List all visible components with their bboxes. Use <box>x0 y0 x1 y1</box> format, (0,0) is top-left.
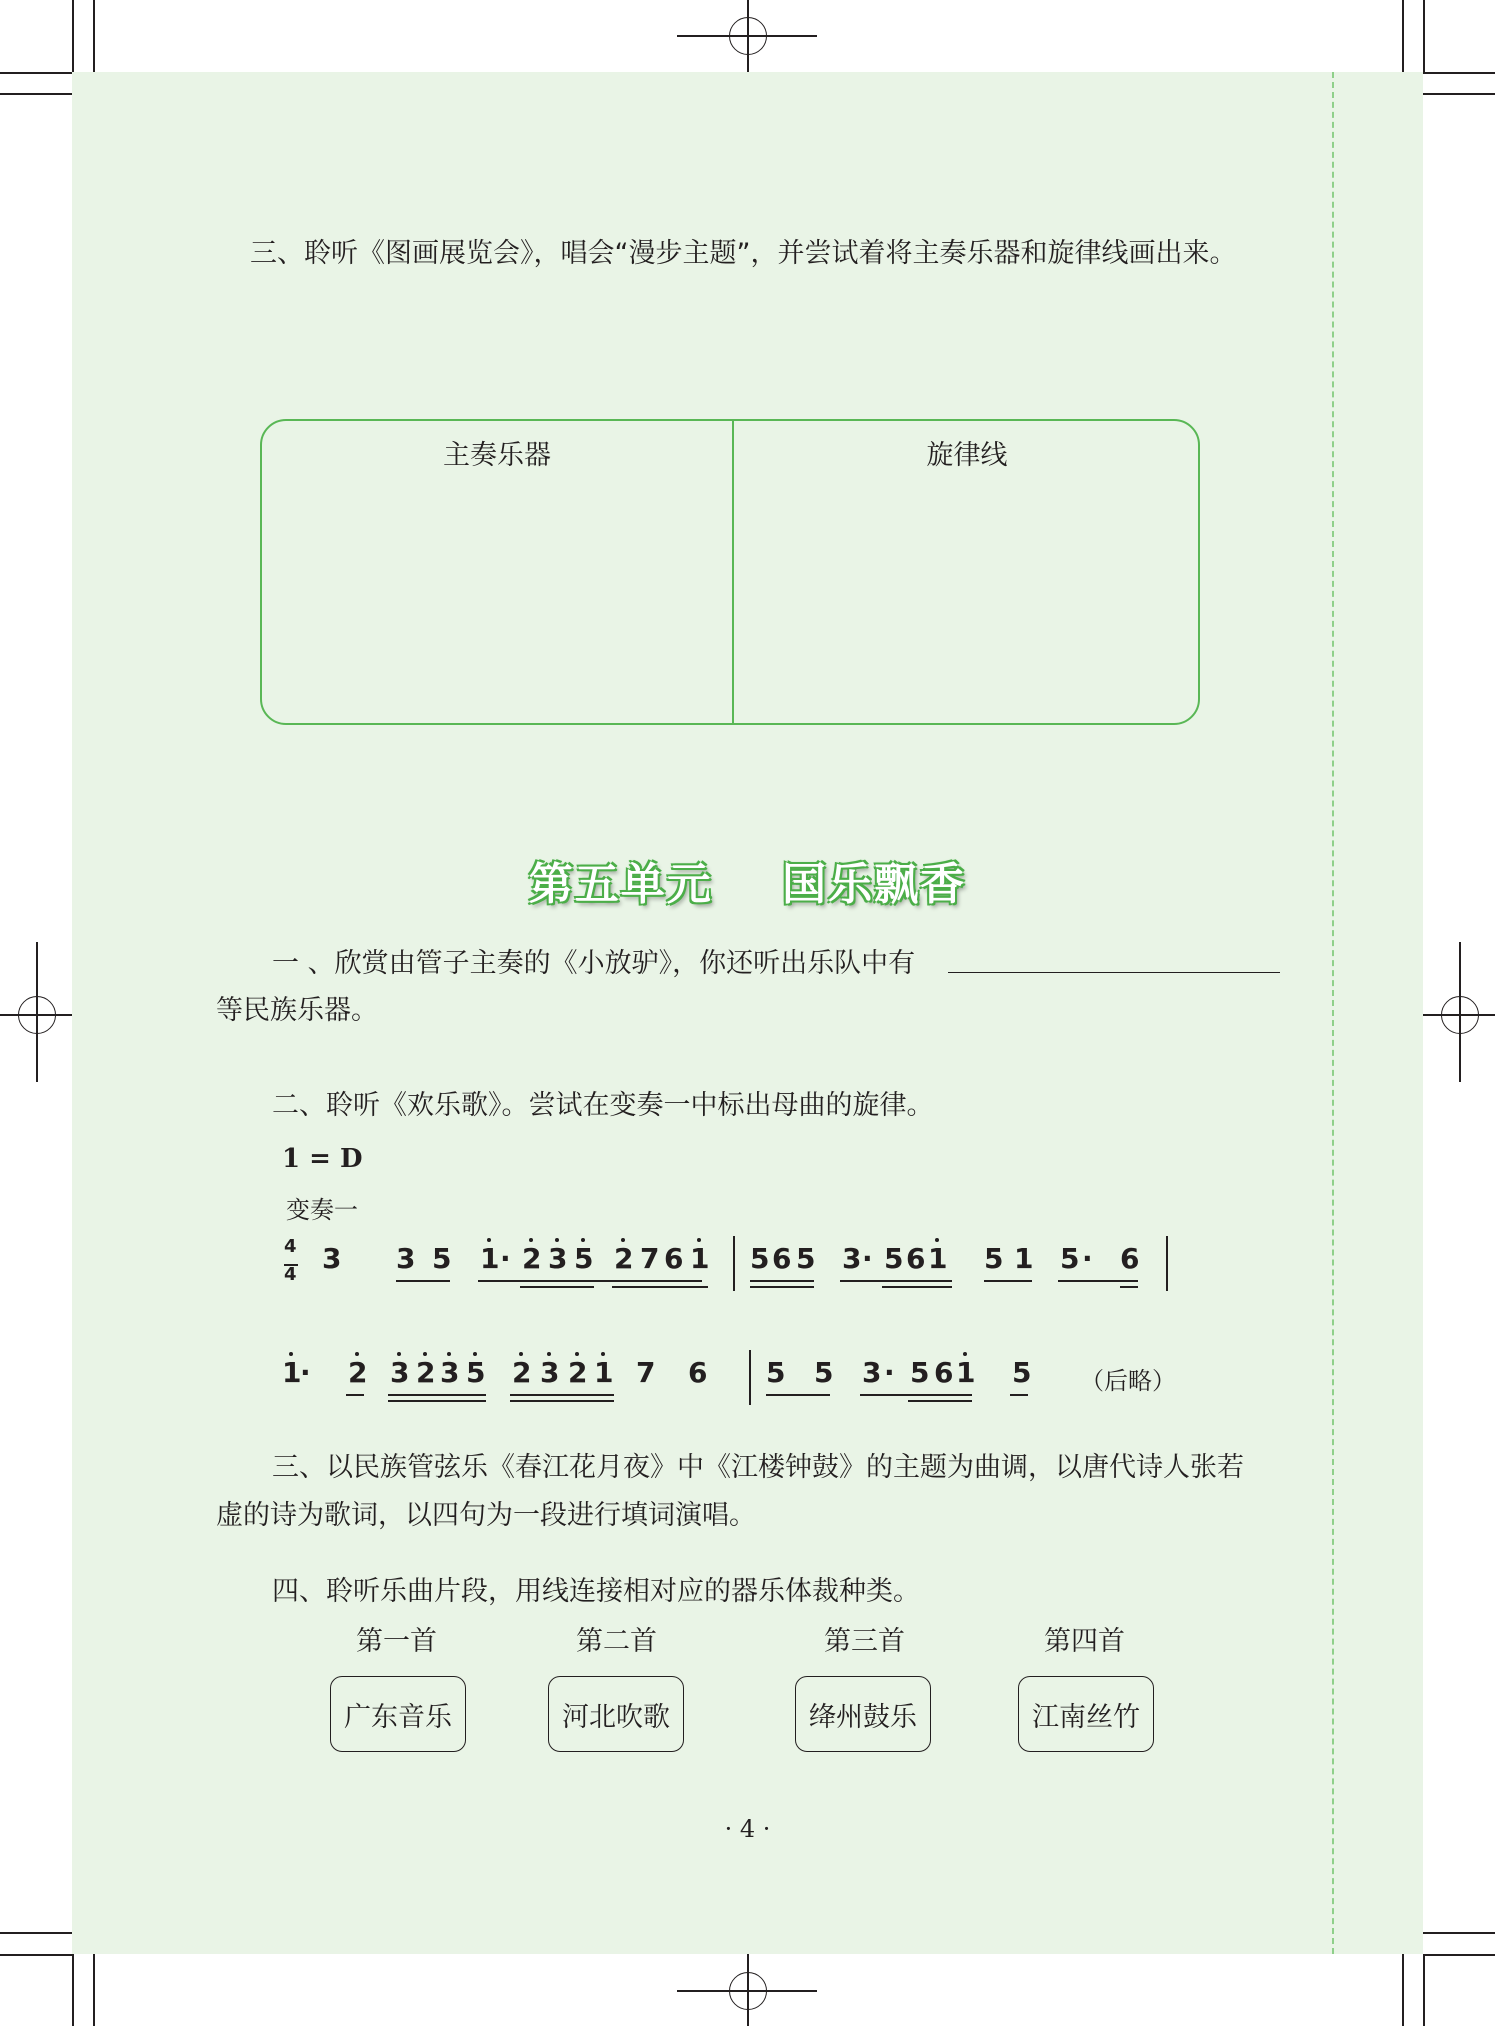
time-signature-top: 4 <box>284 1236 297 1257</box>
score-note: 1 <box>480 1242 500 1275</box>
time-signature-bottom: 4 <box>284 1264 297 1285</box>
unit-title: 第五单元 国乐飘香 <box>528 859 967 910</box>
crop-mark <box>93 1954 95 2026</box>
score-note: 5 <box>466 1356 486 1389</box>
score-note: 5 <box>750 1242 770 1275</box>
score-note: 3 <box>440 1356 460 1389</box>
crop-mark <box>72 0 74 72</box>
score-note: 5 <box>432 1242 452 1275</box>
high-octave-dot <box>601 1352 605 1356</box>
score-note: 1 <box>1014 1242 1034 1275</box>
score-note: 1 <box>690 1242 710 1275</box>
question-2-text: 二、聆听《欢乐歌》。尝试在变奏一中标出母曲的旋律。 <box>272 1090 934 1121</box>
score-note: 5 <box>1012 1356 1032 1389</box>
score-note: 3 <box>540 1356 560 1389</box>
crop-mark <box>0 72 72 74</box>
high-octave-dot <box>547 1352 551 1356</box>
beam-underline <box>750 1280 814 1282</box>
beam-underline <box>396 1280 450 1282</box>
drawing-table <box>260 419 1200 725</box>
score-note: · <box>884 1356 895 1389</box>
crop-mark <box>1423 72 1495 74</box>
score-note: 6 <box>772 1242 792 1275</box>
question-3-line-1: 三、以民族管弦乐《春江花月夜》中《江楼钟鼓》的主题为曲调，以唐代诗人张若 <box>272 1452 1244 1483</box>
table-header-melody: 旋律线 <box>926 440 1008 471</box>
piece-label-4: 第四首 <box>1044 1626 1125 1657</box>
score-note: 3 <box>390 1356 410 1389</box>
high-octave-dot <box>397 1352 401 1356</box>
high-octave-dot <box>963 1352 967 1356</box>
score-note: 1 <box>594 1356 614 1389</box>
high-octave-dot <box>447 1352 451 1356</box>
question-4-text: 四、聆听乐曲片段，用线连接相对应的器乐体裁种类。 <box>272 1576 920 1607</box>
high-octave-dot <box>697 1238 701 1242</box>
score-note: 5 <box>884 1242 904 1275</box>
score-note: 7 <box>636 1356 656 1389</box>
key-signature: 1 = D <box>282 1144 363 1174</box>
answer-blank-line <box>948 972 1280 973</box>
score-note: 2 <box>568 1356 588 1389</box>
score-note: 2 <box>512 1356 532 1389</box>
score-note: 6 <box>1120 1242 1140 1275</box>
beam-underline <box>388 1394 486 1396</box>
high-octave-dot <box>575 1352 579 1356</box>
registration-cross <box>1459 942 1461 1082</box>
variation-label: 变奏一 <box>286 1196 358 1224</box>
score-note: 3 <box>548 1242 568 1275</box>
beam-underline <box>346 1394 364 1396</box>
fold-dashed-line <box>1332 72 1334 1954</box>
question-1-line-2: 等民族乐器。 <box>216 995 378 1026</box>
score-note: 2 <box>614 1242 634 1275</box>
omitted-note: （后略） <box>1080 1367 1176 1395</box>
crop-mark <box>0 1932 72 1934</box>
score-note: 5 <box>984 1242 1004 1275</box>
high-octave-dot <box>621 1238 625 1242</box>
beam-underline <box>908 1400 972 1402</box>
crop-mark <box>1423 93 1495 95</box>
page-number: · 4 · <box>724 1815 771 1843</box>
score-note: 5 <box>766 1356 786 1389</box>
score-note: 6 <box>906 1242 926 1275</box>
barline <box>749 1350 751 1405</box>
beam-underline <box>1010 1394 1028 1396</box>
crop-mark <box>1423 1932 1495 1934</box>
high-octave-dot <box>473 1352 477 1356</box>
beam-underline <box>388 1400 486 1402</box>
score-note: · <box>862 1242 873 1275</box>
barline <box>1166 1236 1168 1291</box>
genre-box-jiangzhou[interactable]: 绛州鼓乐 <box>795 1676 931 1752</box>
crop-mark <box>72 1954 74 2026</box>
table-header-instrument: 主奏乐器 <box>443 440 551 471</box>
score-note: 3 <box>396 1242 416 1275</box>
score-note: 3 <box>862 1356 882 1389</box>
crop-mark <box>93 0 95 72</box>
score-note: 5 <box>796 1242 816 1275</box>
score-note: 1 <box>282 1356 302 1389</box>
beam-underline <box>1058 1280 1138 1282</box>
genre-box-hebei[interactable]: 河北吹歌 <box>548 1676 684 1752</box>
score-note: 1 <box>928 1242 948 1275</box>
beam-underline <box>478 1280 702 1282</box>
beam-underline <box>510 1400 614 1402</box>
score-note: 5 <box>574 1242 594 1275</box>
registration-cross <box>36 942 38 1082</box>
piece-label-2: 第二首 <box>576 1626 657 1657</box>
registration-cross <box>747 1954 749 2026</box>
beam-underline <box>510 1394 614 1396</box>
crop-mark <box>0 1954 72 1956</box>
high-octave-dot <box>423 1352 427 1356</box>
score-note: · <box>500 1242 511 1275</box>
score-note: 2 <box>522 1242 542 1275</box>
question-3-line-2: 虚的诗为歌词，以四句为一段进行填词演唱。 <box>216 1500 756 1531</box>
crop-mark <box>1423 0 1425 72</box>
score-note: 3 <box>322 1242 342 1275</box>
beam-underline <box>520 1286 594 1288</box>
score-note: 6 <box>688 1356 708 1389</box>
score-note: 7 <box>640 1242 660 1275</box>
barline <box>733 1236 735 1291</box>
genre-box-jiangnan[interactable]: 江南丝竹 <box>1018 1676 1154 1752</box>
beam-underline <box>750 1286 814 1288</box>
high-octave-dot <box>519 1352 523 1356</box>
genre-box-guangdong[interactable]: 广东音乐 <box>330 1676 466 1752</box>
question-1-line-1: 一 、欣赏由管子主奏的《小放驴》，你还听出乐队中有 <box>272 948 916 979</box>
crop-mark <box>1423 1954 1495 1956</box>
score-note: 5 <box>910 1356 930 1389</box>
crop-mark <box>0 93 72 95</box>
beam-underline <box>612 1286 708 1288</box>
score-note: 5 <box>1060 1242 1080 1275</box>
high-octave-dot <box>487 1238 491 1242</box>
high-octave-dot <box>581 1238 585 1242</box>
beam-underline <box>882 1286 952 1288</box>
score-note: · <box>300 1356 311 1389</box>
score-note: 1 <box>956 1356 976 1389</box>
high-octave-dot <box>355 1352 359 1356</box>
score-note: 6 <box>934 1356 954 1389</box>
beam-underline <box>984 1280 1032 1282</box>
score-note: 6 <box>664 1242 684 1275</box>
score-note: 5 <box>814 1356 834 1389</box>
high-octave-dot <box>935 1238 939 1242</box>
registration-cross <box>747 0 749 72</box>
piece-label-1: 第一首 <box>356 1626 437 1657</box>
score-note: 2 <box>348 1356 368 1389</box>
crop-mark <box>1402 1954 1404 2026</box>
high-octave-dot <box>529 1238 533 1242</box>
crop-mark <box>1423 1954 1425 2026</box>
piece-label-3: 第三首 <box>824 1626 905 1657</box>
score-note: · <box>1082 1242 1093 1275</box>
high-octave-dot <box>289 1352 293 1356</box>
high-octave-dot <box>555 1238 559 1242</box>
score-note: 2 <box>416 1356 436 1389</box>
beam-underline <box>860 1394 972 1396</box>
score-note: 3 <box>842 1242 862 1275</box>
beam-underline <box>840 1280 952 1282</box>
crop-mark <box>1402 0 1404 72</box>
question-3-picture-exhibition: 三、聆听《图画展览会》，唱会“漫步主题”，并尝试着将主奏乐器和旋律线画出来。 <box>250 238 1237 269</box>
beam-underline <box>1120 1286 1138 1288</box>
beam-underline <box>766 1394 830 1396</box>
